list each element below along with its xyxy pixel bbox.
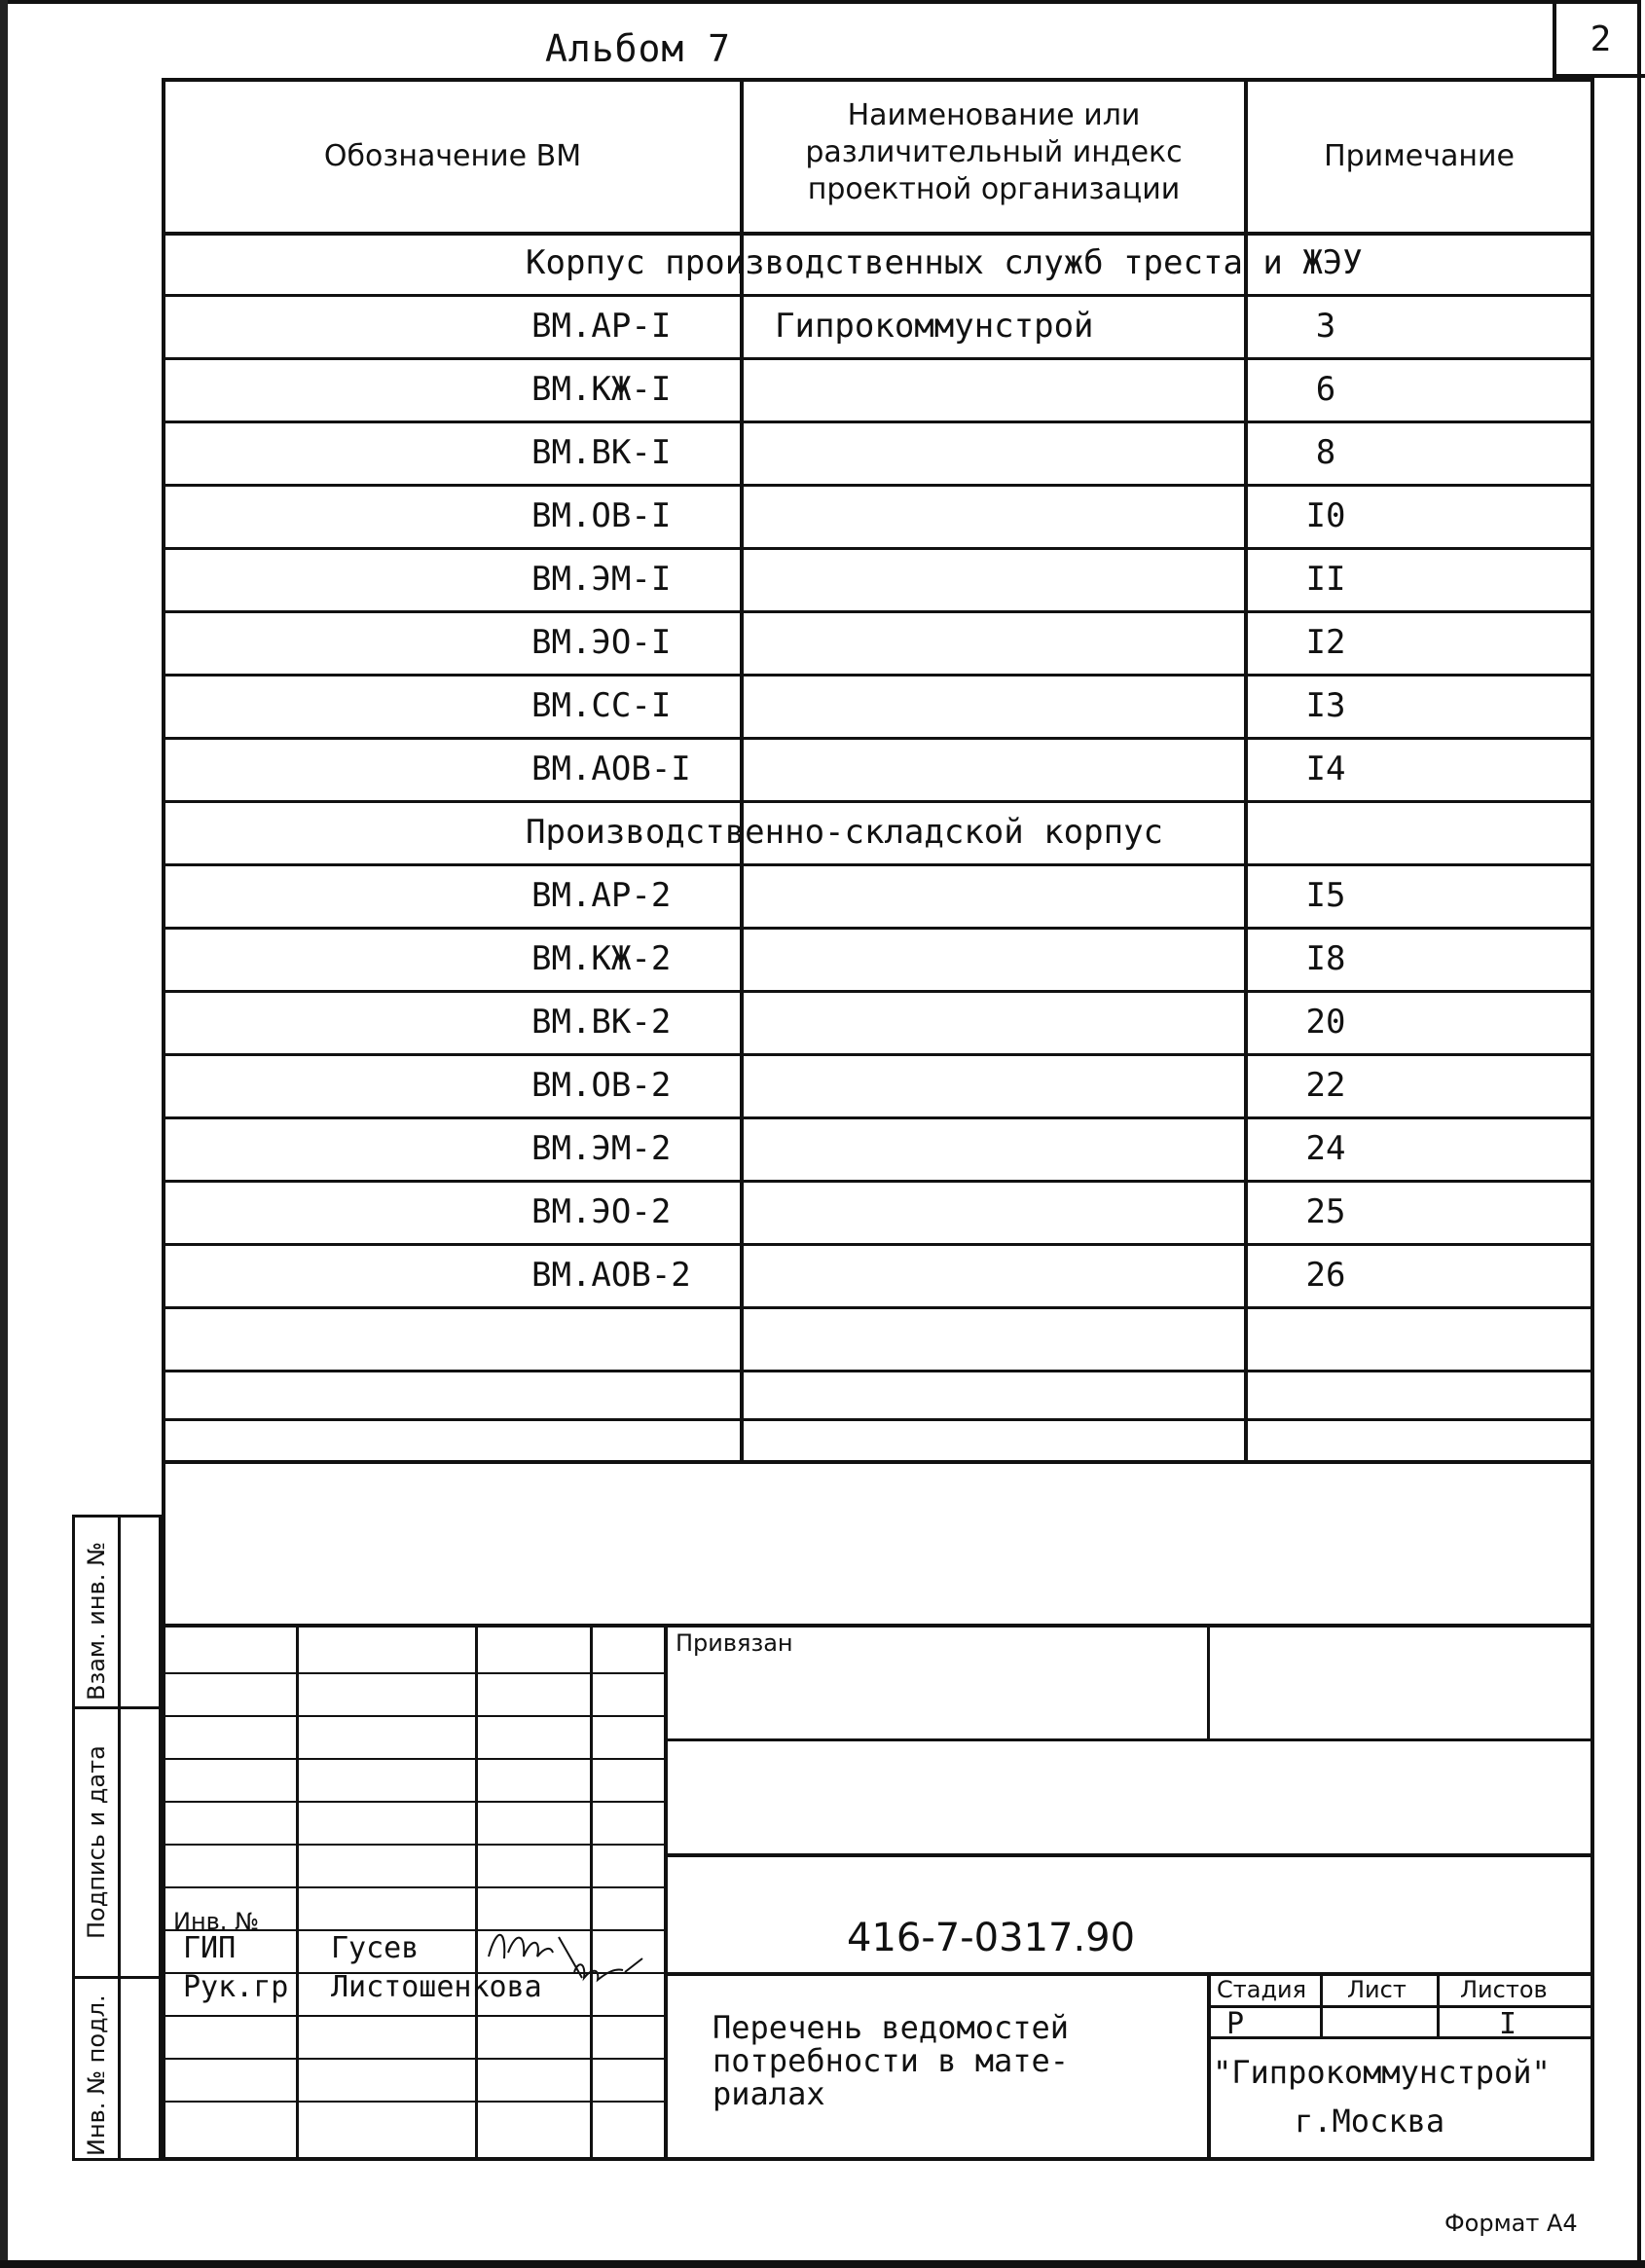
document-code: 416-7-0317.90: [847, 1916, 1136, 1960]
spec-table: [165, 82, 1590, 1464]
page-number: 2: [1590, 19, 1612, 59]
side-stamp-signature: [72, 1706, 162, 1979]
row-designation: ВМ.АР-2: [531, 876, 672, 915]
document-title-line: потребности в мате-: [713, 2042, 1070, 2079]
grid-row: [165, 1844, 664, 1846]
title-block: [165, 1624, 1590, 2161]
document-title-line: риалах: [713, 2075, 825, 2112]
header-name: [744, 97, 1244, 208]
row-note: 26: [1305, 1256, 1346, 1295]
signature-scribble: [477, 1918, 681, 2005]
document-title: [713, 2011, 1069, 2110]
grid-row: [664, 1972, 1590, 1976]
grid-row: [165, 1715, 664, 1717]
row-divider: [165, 990, 1590, 993]
sheets-value: I: [1499, 2007, 1517, 2041]
grid-row: [165, 2058, 664, 2060]
section-heading: Корпус производственных служб треста и ЖЭУ: [526, 243, 1363, 282]
grid-row: [165, 1886, 664, 1888]
inv-label: Инв. №: [173, 1908, 260, 1935]
header-designation: Обозначение ВМ: [323, 139, 582, 173]
grid-divider: [1207, 1624, 1210, 1740]
row-note: 8: [1315, 433, 1336, 472]
header-name-line: проектной организации: [807, 172, 1181, 206]
row-divider: [165, 357, 1590, 360]
stage-value: Р: [1226, 2007, 1245, 2041]
row-designation: ВМ.КЖ-I: [531, 370, 672, 409]
section-heading: Производственно-складской корпус: [526, 813, 1164, 852]
row-designation: ВМ.ЭМ-I: [531, 560, 672, 599]
grid-divider: [590, 1624, 593, 2161]
row-divider: [165, 674, 1590, 677]
header-divider: [165, 232, 1590, 236]
row-divider: [165, 737, 1590, 740]
row-note: I4: [1305, 750, 1346, 788]
row-designation: ВМ.ЭО-I: [531, 623, 672, 662]
row-designation: ВМ.ЭО-2: [531, 1192, 672, 1231]
row-divider: [165, 1053, 1590, 1056]
header-name-line: Наименование или: [847, 98, 1141, 132]
format-label: Формат А4: [1444, 2210, 1578, 2237]
role-group-lead: Рук.гр: [183, 1970, 289, 2004]
title-block-top-line: [165, 1624, 1590, 1628]
table-bottom-line: [165, 1460, 1590, 1464]
row-designation: ВМ.АОВ-2: [531, 1256, 691, 1295]
original-inv-label: Инв. № подл.: [83, 1994, 110, 2156]
side-divider: [118, 1518, 121, 1706]
grid-row: [165, 1672, 664, 1674]
row-designation: ВМ.ВК-2: [531, 1003, 672, 1042]
row-note: I8: [1305, 939, 1346, 978]
row-note: I0: [1305, 496, 1346, 535]
grid-divider: [296, 1624, 299, 2161]
row-divider: [165, 1418, 1590, 1421]
grid-row: [165, 1801, 664, 1803]
row-divider: [165, 1306, 1590, 1309]
row-divider: [165, 863, 1590, 866]
row-divider: [165, 484, 1590, 487]
row-designation: ВМ.СС-I: [531, 686, 672, 725]
row-name: Гипрокоммунстрой: [775, 307, 1094, 346]
header-name-line: различительный индекс: [805, 135, 1183, 169]
grid-row: [1207, 2005, 1590, 2008]
side-stamp-original-inv: [72, 1976, 162, 2161]
page-number-box: [1553, 0, 1645, 78]
row-divider: [165, 294, 1590, 297]
row-divider: [165, 927, 1590, 930]
row-note: 24: [1305, 1129, 1346, 1168]
stage-label: Стадия: [1217, 1976, 1307, 2003]
scan-bottom-edge: [0, 2260, 1645, 2268]
row-divider: [165, 800, 1590, 803]
row-divider: [165, 1370, 1590, 1372]
document-title-line: Перечень ведомостей: [713, 2009, 1070, 2046]
row-divider: [165, 610, 1590, 613]
row-note: 6: [1315, 370, 1336, 409]
row-designation: ВМ.АОВ-I: [531, 750, 691, 788]
sheets-label: Листов: [1460, 1976, 1548, 2003]
row-note: 22: [1305, 1066, 1346, 1105]
side-stamp-replaced-inv: [72, 1515, 162, 1709]
signature-date-label: Подпись и дата: [83, 1745, 110, 1939]
grid-row: [165, 1758, 664, 1760]
group-lead-name: Листошенкова: [331, 1970, 542, 2004]
row-note: 3: [1315, 307, 1336, 346]
row-note: I2: [1305, 623, 1346, 662]
drawing-frame: [162, 78, 1594, 2161]
grid-divider: [664, 1624, 668, 2161]
grid-divider: [1207, 1972, 1211, 2161]
organization-city: г.Москва: [1295, 2103, 1445, 2140]
grid-row: [664, 1738, 1590, 1741]
row-designation: ВМ.КЖ-2: [531, 939, 672, 978]
header-note: Примечание: [1324, 139, 1515, 173]
row-note: I5: [1305, 876, 1346, 915]
sheet-label: Лист: [1347, 1976, 1407, 2003]
row-designation: ВМ.ЭМ-2: [531, 1129, 672, 1168]
attached-label: Привязан: [676, 1629, 793, 1657]
grid-divider: [1320, 1972, 1323, 2038]
row-note: II: [1305, 560, 1346, 599]
row-divider: [165, 1243, 1590, 1246]
grid-divider: [1437, 1972, 1440, 2038]
grid-row: [1207, 2036, 1590, 2039]
album-title: Альбом 7: [545, 27, 732, 70]
grid-row: [664, 1853, 1590, 1857]
side-divider: [118, 1709, 121, 1976]
organization-name: "Гипрокоммунстрой": [1213, 2054, 1551, 2091]
side-divider: [118, 1979, 121, 2158]
grid-row: [165, 2101, 664, 2103]
row-designation: ВМ.ВК-I: [531, 433, 672, 472]
row-divider: [165, 421, 1590, 423]
row-designation: ВМ.ОВ-I: [531, 496, 672, 535]
row-designation: ВМ.ОВ-2: [531, 1066, 672, 1105]
chief-engineer-name: Гусев: [331, 1931, 420, 1965]
side-stamp: [72, 1515, 162, 2161]
row-note: I3: [1305, 686, 1346, 725]
grid-row: [165, 2015, 664, 2017]
row-note: 25: [1305, 1192, 1346, 1231]
scan-left-edge: [0, 0, 8, 2268]
row-divider: [165, 1116, 1590, 1119]
replaced-inv-label: Взам. инв. №: [83, 1542, 110, 1701]
grid-divider: [475, 1624, 478, 2161]
role-chief-engineer: ГИП: [183, 1931, 237, 1965]
column-divider: [740, 82, 744, 1460]
row-divider: [165, 547, 1590, 550]
row-divider: [165, 1180, 1590, 1183]
row-designation: ВМ.АР-I: [531, 307, 672, 346]
row-note: 20: [1305, 1003, 1346, 1042]
